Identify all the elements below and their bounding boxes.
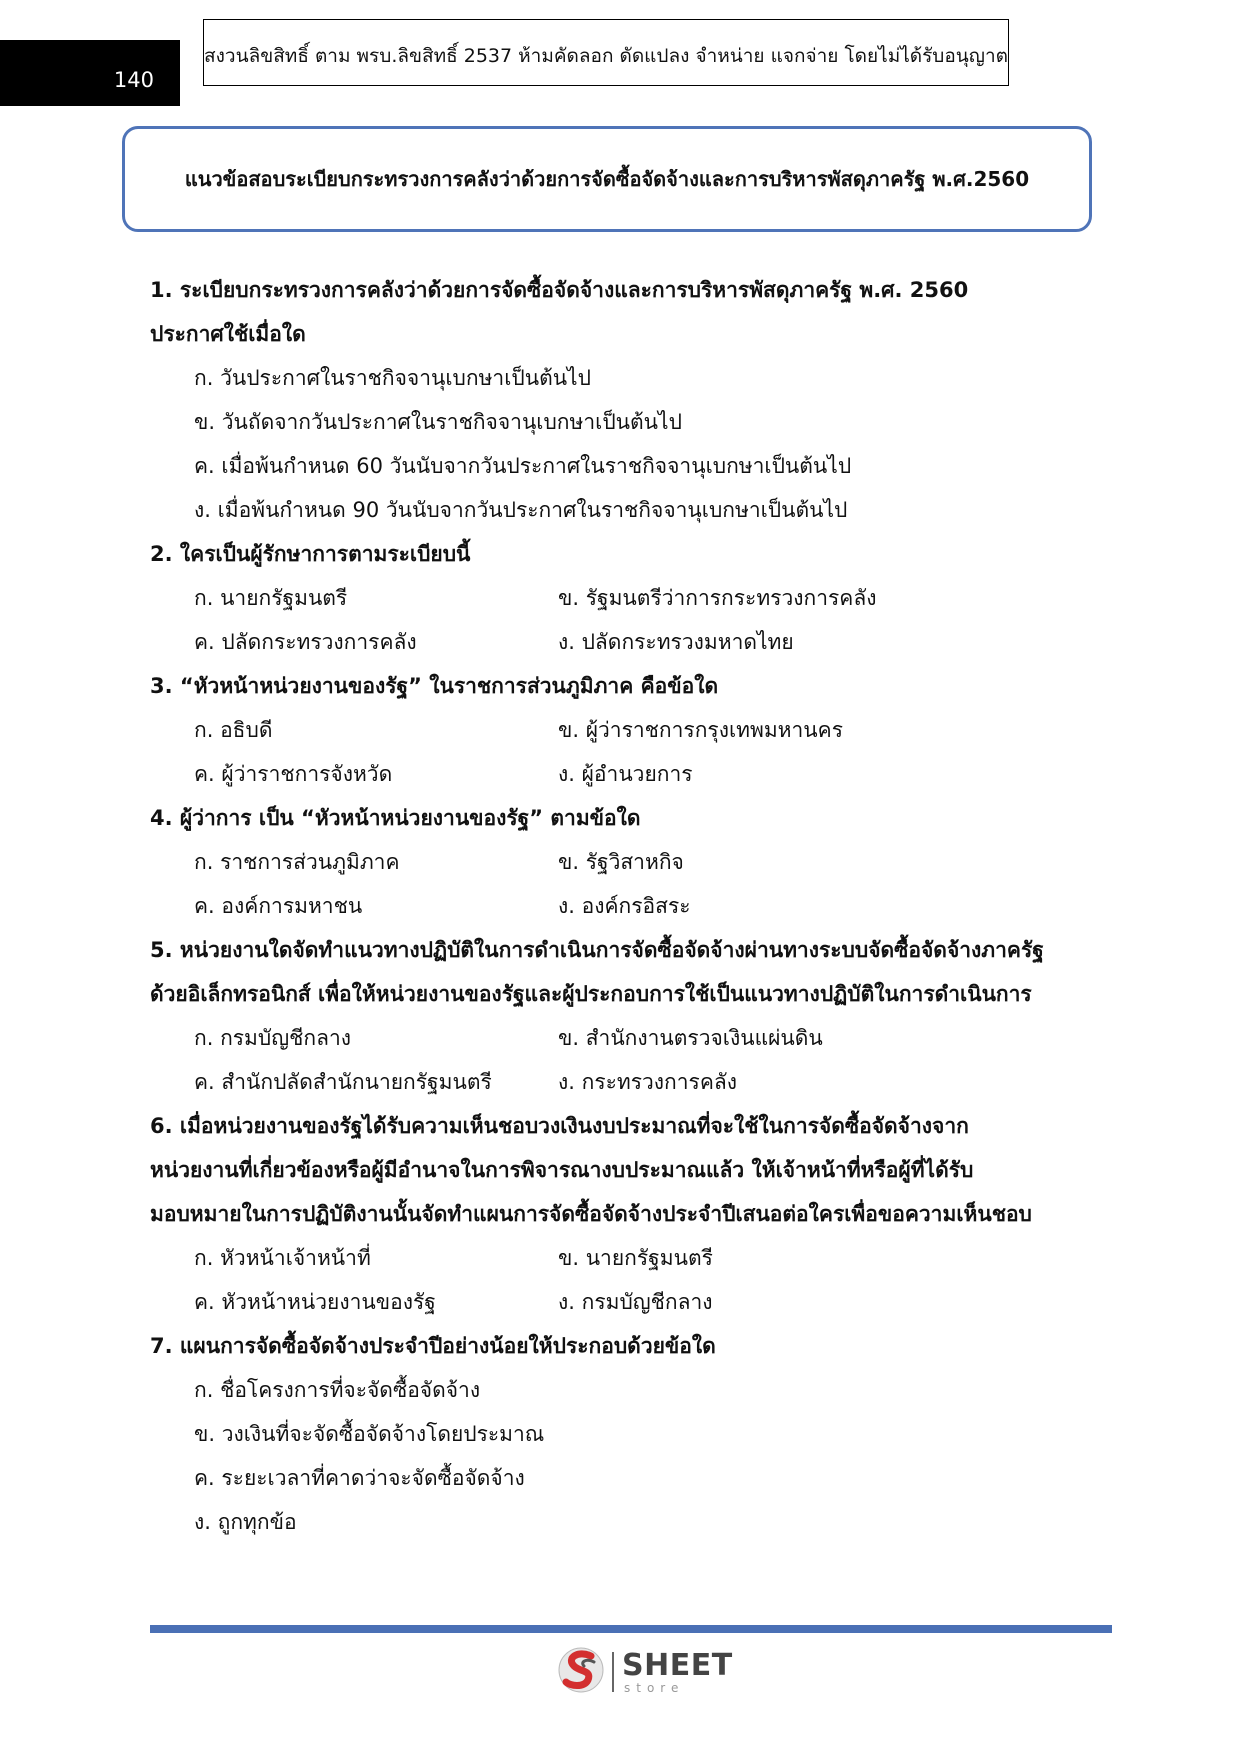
sheet-logo-icon bbox=[556, 1644, 606, 1700]
answer-option[interactable]: ข. ผู้ว่าราชการกรุงเทพมหานคร bbox=[558, 718, 843, 742]
option-row bbox=[150, 708, 1090, 752]
question-text: 5. หน่วยงานใดจัดทำแนวทางปฏิบัติในการดำเนินการจัดซื้อจัดจ้างผ่านทางระบบจัดซื้อจัดจ้างภาครัฐ bbox=[150, 938, 1044, 962]
option-row bbox=[150, 840, 1090, 884]
answer-option[interactable]: ง. กรมบัญชีกลาง bbox=[558, 1290, 713, 1314]
answer-option[interactable]: ค. สำนักปลัดสำนักนายกรัฐมนตรี bbox=[194, 1070, 492, 1094]
question-6 bbox=[150, 1104, 1090, 1324]
answer-option[interactable]: ค. ผู้ว่าราชการจังหวัด bbox=[194, 762, 393, 786]
logo-sub: store bbox=[624, 1680, 685, 1695]
question-list bbox=[150, 268, 1090, 1544]
question-1 bbox=[150, 268, 1090, 532]
option-row bbox=[150, 752, 1090, 796]
question-7 bbox=[150, 1324, 1090, 1544]
answer-option[interactable]: ก. หัวหน้าเจ้าหน้าที่ bbox=[194, 1246, 371, 1270]
option-row bbox=[150, 1016, 1090, 1060]
answer-option[interactable]: ค. ระยะเวลาที่คาดว่าจะจัดซื้อจัดจ้าง bbox=[194, 1466, 525, 1490]
question-text: ประกาศใช้เมื่อใด bbox=[150, 322, 306, 346]
sheet-store-logo bbox=[556, 1644, 733, 1700]
question-text: มอบหมายในการปฏิบัติงานนั้นจัดทำแผนการจัดซื้อจัดจ้างประจำปีเสนอต่อใครเพื่อขอความเห็นชอบ bbox=[150, 1202, 1032, 1226]
answer-option[interactable]: ข. นายกรัฐมนตรี bbox=[558, 1246, 713, 1270]
question-4 bbox=[150, 796, 1090, 928]
logo-separator bbox=[612, 1652, 614, 1692]
answer-option[interactable]: ง. ผู้อำนวยการ bbox=[558, 762, 693, 786]
answer-option[interactable]: ง. เมื่อพ้นกำหนด 90 วันนับจากวันประกาศในราชกิจจานุเบกษาเป็นต้นไป bbox=[194, 498, 848, 522]
page-number: 140 bbox=[0, 40, 180, 106]
answer-option[interactable]: ก. ชื่อโครงการที่จะจัดซื้อจัดจ้าง bbox=[194, 1378, 481, 1402]
answer-option[interactable]: ค. หัวหน้าหน่วยงานของรัฐ bbox=[194, 1290, 436, 1314]
question-5 bbox=[150, 928, 1090, 1104]
option-row bbox=[150, 884, 1090, 928]
answer-option[interactable]: ง. ถูกทุกข้อ bbox=[194, 1510, 297, 1534]
answer-option[interactable]: ค. ปลัดกระทรวงการคลัง bbox=[194, 630, 417, 654]
answer-option[interactable]: ค. องค์การมหาชน bbox=[194, 894, 363, 918]
logo-brand: SHEET bbox=[622, 1647, 733, 1683]
answer-option[interactable]: ข. รัฐวิสาหกิจ bbox=[558, 850, 684, 874]
answer-option[interactable]: ก. นายกรัฐมนตรี bbox=[194, 586, 348, 610]
answer-option[interactable]: ค. เมื่อพ้นกำหนด 60 วันนับจากวันประกาศในราชกิจจานุเบกษาเป็นต้นไป bbox=[194, 454, 852, 478]
logo-text bbox=[622, 1647, 733, 1695]
option-row bbox=[150, 1060, 1090, 1104]
option-row bbox=[150, 1236, 1090, 1280]
answer-option[interactable]: ง. ปลัดกระทรวงมหาดไทย bbox=[558, 630, 794, 654]
question-text: 6. เมื่อหน่วยงานของรัฐได้รับความเห็นชอบวงเงินงบประมาณที่จะใช้ในการจัดซื้อจัดจ้างจาก bbox=[150, 1114, 969, 1138]
option-row bbox=[150, 620, 1090, 664]
question-text: 7. แผนการจัดซื้อจัดจ้างประจำปีอย่างน้อยให้ประกอบด้วยข้อใด bbox=[150, 1334, 716, 1358]
question-text: หน่วยงานที่เกี่ยวข้องหรือผู้มีอำนาจในการพิจารณางบประมาณแล้ว ให้เจ้าหน้าที่หรือผู้ที่ได้รับ bbox=[150, 1158, 974, 1182]
question-text: 1. ระเบียบกระทรวงการคลังว่าด้วยการจัดซื้อจัดจ้างและการบริหารพัสดุภาครัฐ พ.ศ. 2560 bbox=[150, 278, 969, 302]
answer-option[interactable]: ก. ราชการส่วนภูมิภาค bbox=[194, 850, 400, 874]
answer-option[interactable]: ง. องค์กรอิสระ bbox=[558, 894, 691, 918]
answer-option[interactable]: ก. อธิบดี bbox=[194, 718, 273, 742]
question-text: 4. ผู้ว่าการ เป็น “หัวหน้าหน่วยงานของรัฐ” ตามข้อใด bbox=[150, 806, 641, 830]
option-row bbox=[150, 576, 1090, 620]
answer-option[interactable]: ก. วันประกาศในราชกิจจานุเบกษาเป็นต้นไป bbox=[194, 366, 591, 390]
answer-option[interactable]: ง. กระทรวงการคลัง bbox=[558, 1070, 738, 1094]
answer-option[interactable]: ก. กรมบัญชีกลาง bbox=[194, 1026, 352, 1050]
question-text: 2. ใครเป็นผู้รักษาการตามระเบียบนี้ bbox=[150, 542, 471, 566]
answer-option[interactable]: ข. สำนักงานตรวจเงินแผ่นดิน bbox=[558, 1026, 823, 1050]
question-text: 3. “หัวหน้าหน่วยงานของรัฐ” ในราชการส่วนภูมิภาค คือข้อใด bbox=[150, 674, 719, 698]
question-text: ด้วยอิเล็กทรอนิกส์ เพื่อให้หน่วยงานของรัฐและผู้ประกอบการใช้เป็นแนวทางปฏิบัติในการดำเนินการ bbox=[150, 982, 1032, 1006]
question-2 bbox=[150, 532, 1090, 664]
option-row bbox=[150, 1280, 1090, 1324]
footer-divider bbox=[150, 1625, 1112, 1633]
question-3 bbox=[150, 664, 1090, 796]
page-title: แนวข้อสอบระเบียบกระทรวงการคลังว่าด้วยการจัดซื้อจัดจ้างและการบริหารพัสดุภาครัฐ พ.ศ.2560 bbox=[122, 126, 1092, 232]
answer-option[interactable]: ข. รัฐมนตรีว่าการกระทรวงการคลัง bbox=[558, 586, 877, 610]
answer-option[interactable]: ข. วงเงินที่จะจัดซื้อจัดจ้างโดยประมาณ bbox=[194, 1422, 545, 1446]
copyright-notice: สงวนลิขสิทธิ์ ตาม พรบ.ลิขสิทธิ์ 2537 ห้ามคัดลอก ดัดแปลง จำหน่าย แจกจ่าย โดยไม่ได้รับอนุญาต bbox=[203, 19, 1009, 86]
answer-option[interactable]: ข. วันถัดจากวันประกาศในราชกิจจานุเบกษาเป็นต้นไป bbox=[194, 410, 682, 434]
